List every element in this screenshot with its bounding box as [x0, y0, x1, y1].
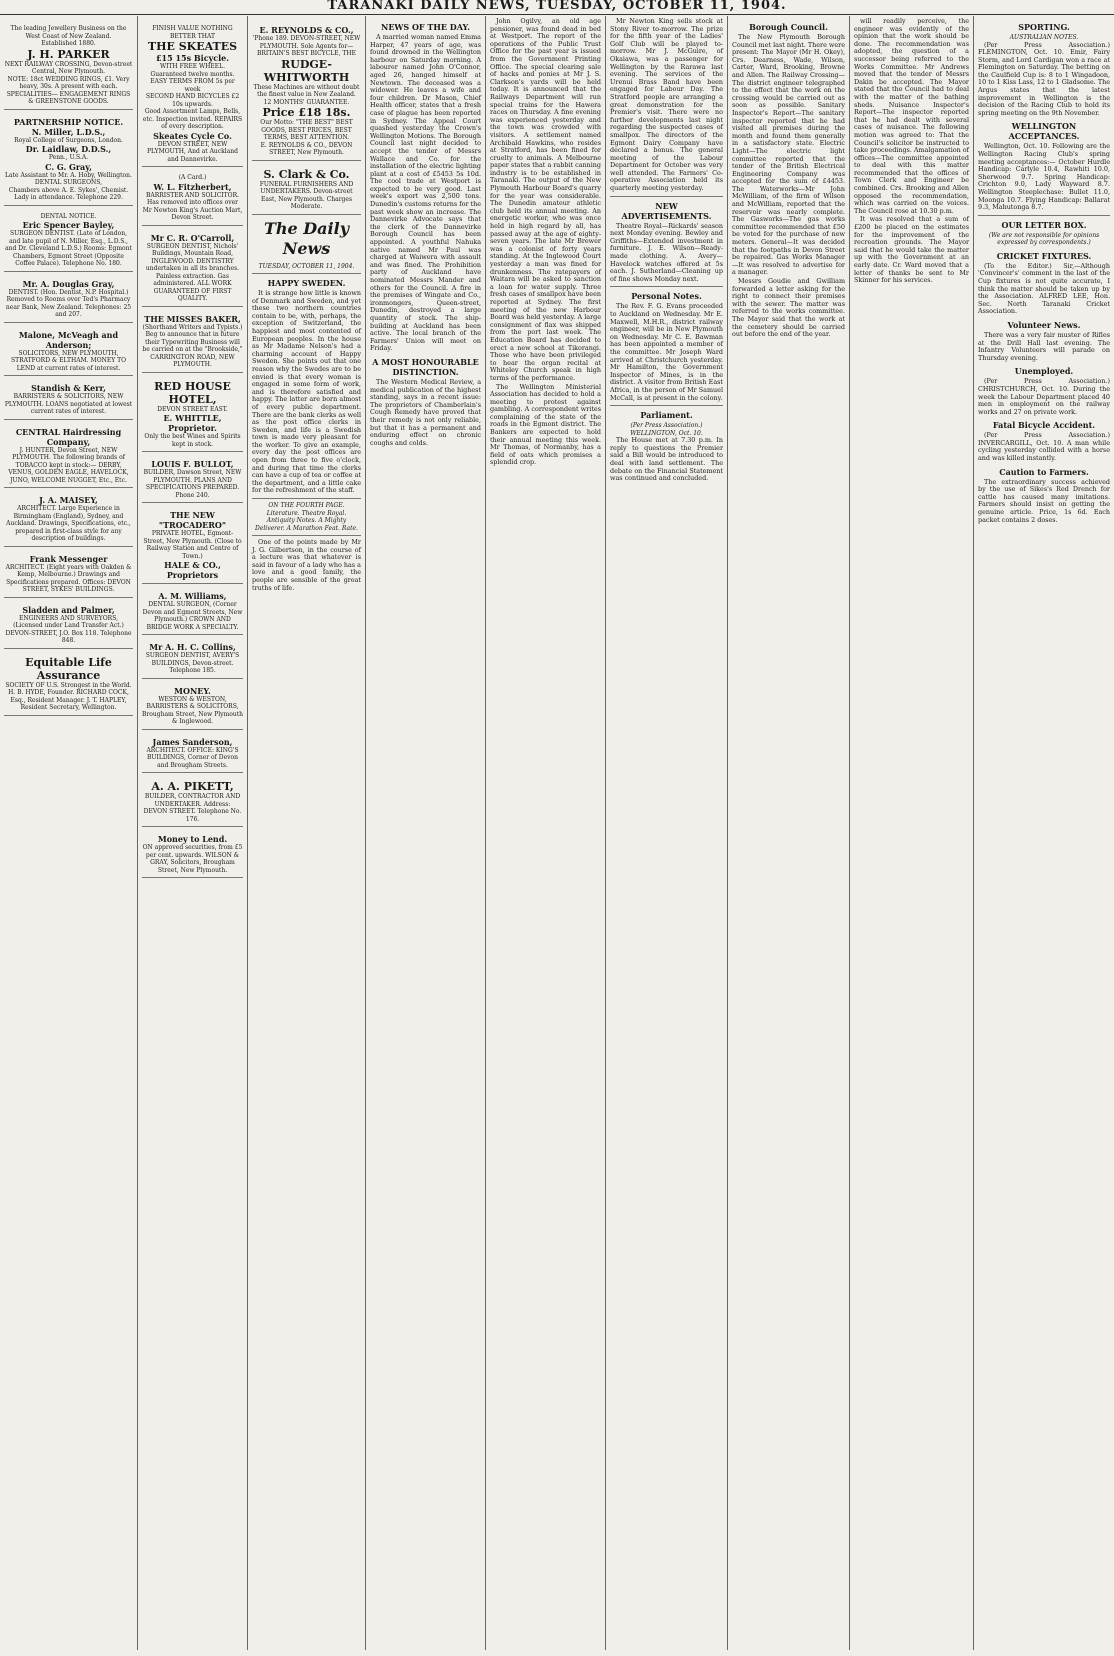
carroll-ad	[142, 230, 243, 307]
reynolds-name: E. REYNOLDS & CO.,	[259, 25, 354, 35]
parker-note: NOTE: 18ct WEDDING RINGS, £1. Very heavy, 30s. A present with each.	[7, 75, 130, 90]
hale-name: HALE & CO., Proprietors	[164, 560, 221, 580]
equitable-ad	[4, 653, 133, 716]
wellington-heading: WELLINGTON ACCEPTANCES.	[1008, 121, 1080, 142]
sladden-ad	[4, 602, 133, 649]
collins-sub: SURGEON DENTIST, AVERY'S BUILDINGS, Devon-street. Telephone 185.	[145, 652, 240, 674]
personal-text: The Rev. F. G. Evans proceeded to Auckland on Wednesday. Mr E. Maxwell, M.H.R., district railway engineer, will be in New Plymouth on Wednesday. Mr C. E. Bawman has been appointed a member of the committee. Mr Joseph Ward arrived at Christchurch yesterday. Mr Hamilton, the Government Inspector of Mines, is in the district. A visitor from British East Africa, in the person of Mr Samuel McCall, is at present in the colony.	[610, 302, 723, 402]
collins-name: Mr A. H. C. Collins,	[149, 642, 236, 652]
partnership-title: PARTNERSHIP NOTICE.	[13, 116, 124, 127]
miller-sub: Royal College of Surgeons, London.	[14, 136, 123, 144]
unemployed-heading: Unemployed.	[1014, 366, 1074, 377]
douglas-ad	[4, 276, 133, 323]
partnership-ad	[4, 114, 133, 206]
masthead: TARANAKI DAILY NEWS, TUESDAY, OCTOBER 11, 1904.	[0, 0, 1114, 15]
rudge-title: RUDGE-WHITWORTH	[263, 57, 350, 84]
fitz-sub: BARRISTER AND SOLICITOR. Has removed into offices over Mr Newton King's Auction Mart, Devon Street.	[142, 191, 243, 221]
messenger-sub: ARCHITECT. (Eight years with Oakden & Kemp, Melbourne.) Drawings and Specifications prepared. Offices: DEVON STREET, SYKES' BUILDINGS.	[5, 563, 132, 593]
clark-name: S. Clark & Co.	[263, 167, 350, 181]
redhouse-name: RED HOUSE HOTEL,	[154, 379, 231, 406]
standish-name: Standish & Kerr,	[31, 383, 106, 393]
bayley-ad	[4, 210, 133, 272]
column-9	[974, 16, 1114, 1650]
skeates-guarantee: Guaranteed twelve months.	[150, 70, 235, 78]
cricket-heading: CRICKET FIXTURES.	[996, 250, 1092, 261]
rudge-price: Price £18 18s.	[262, 106, 351, 119]
divider	[610, 405, 723, 406]
rudge-sub: These Machines are without doubt the finest value in New Zealand.	[253, 83, 360, 98]
pikett-sub: BUILDER, CONTRACTOR AND UNDERTAKER. Address: DEVON STREET. Telephone No. 176.	[143, 793, 242, 823]
clark-sub: FUNERAL FURNISHERS AND UNDERTAKERS. Devon-street East, New Plymouth. Charges Moderate.	[259, 180, 354, 210]
williams-ad	[142, 588, 243, 635]
central-ad	[4, 424, 133, 489]
new-adv-heading: NEW ADVERTISEMENTS.	[621, 200, 712, 221]
skeates-title: THE SKEATES	[147, 40, 238, 53]
whittle-sub: Only the best Wines and Spirits kept in stock.	[144, 433, 241, 448]
paper-logo: The Daily News	[264, 218, 349, 258]
personal-heading: Personal Notes.	[631, 291, 702, 302]
sladden-name: Sladden and Palmer,	[22, 604, 115, 615]
skeates-free: WITH FREE WHEEL.	[159, 63, 226, 70]
gray-sub: Late Assistant to Mr. A. Hoby, Wellington.	[5, 171, 132, 179]
sanderson-name: James Sanderson,	[152, 736, 233, 747]
parker-specialities: SPECIALITIES— ENGAGEMENT RINGS & GREENSTONE GOODS.	[6, 90, 131, 105]
acard: (A Card.)	[178, 174, 207, 181]
rudge-guarantee: 12 MONTHS' GUARANTEE.	[263, 98, 350, 106]
sladden-sub: ENGINEERS AND SURVEYORS, (Licensed under Land Transfer Act.) DEVON-STREET, J.O. Box 118. Telephone 848.	[5, 614, 132, 644]
volunteer-heading: Volunteer News.	[1007, 319, 1081, 330]
column-4	[366, 16, 486, 1650]
central-name: CENTRAL Hairdressing Company,	[15, 426, 122, 447]
baker-sub: (Shorthand Writers and Typists.) Beg to announce that in future their Typewriting Business will be carried on at the "Brookside," CARRINGTON ROAD, NEW PLYMOUTH.	[142, 323, 243, 368]
redhouse-sub: DEVON STREET EAST.	[157, 405, 228, 413]
leader-title: HAPPY SWEDEN.	[267, 278, 346, 288]
divider	[252, 535, 361, 536]
skeates-price: £15 15s Bicycle.	[155, 53, 229, 63]
fatal-text: (Per Press Association.) INVERCARGILL, Oct. 10. A man while cycling yesterday collided with a horse and was killed instantly.	[978, 431, 1110, 463]
honourable-heading: A MOST HONOURABLE DISTINCTION.	[372, 356, 479, 377]
carroll-sub: SURGEON DENTIST, Nichols' Buildings, Mountain Road, INGLEWOOD. DENTISTRY undertaken in all its branches. Painless extraction. Gas administered. ALL WORK GUARANTEED OF FIRST QUALITY.	[145, 242, 240, 302]
dental-notice: DENTAL NOTICE.	[40, 212, 97, 220]
malone-name: Malone, McVeagh and Anderson;	[18, 329, 119, 350]
column-2	[138, 16, 248, 1650]
sporting-heading: SPORTING.	[1018, 22, 1070, 32]
williams-sub: DENTAL SURGEON, (Corner Devon and Egmont Streets, New Plymouth.) CROWN AND BRIDGE WORK A SPECIALTY.	[142, 601, 243, 631]
borough-text-cont-2: It was resolved that a sum of £200 be placed on the estimates for the improvement of the recreation grounds. The Mayor said that he would take the matter up with the Government at an early date. Cr. Ward moved that a letter of thanks be sent to Mr Skinner for his services.	[854, 215, 969, 285]
caution-heading: Caution to Farmers.	[999, 466, 1089, 477]
skeates-finish: FINISH VALUE NOTHING BETTER THAT	[152, 25, 233, 40]
bayley-sub: SURGEON DENTIST. (Late of London, and late pupil of N. Miller, Esq., L.D.S., and Dr. Cleveland L.D.S.) Rooms: Egmont Chambers, Egmont Street (Opposite Coffee Palace). Telephone No. 180.	[5, 230, 132, 267]
parliament-text: The House met at 7.30 p.m. In reply to questions the Premier said a Bill would be introduced to deal with land settlement. The debate on the Financial Statement was continued and concluded.	[610, 436, 723, 483]
column-5	[486, 16, 606, 1650]
maisey-name: J. A. MAISEY,	[39, 495, 98, 505]
borough-text-cont: will readily perceive, the engineer was evidently of the opinion that the work should be done. The recommendation was adopted, the question of a successor being referred to the Works Committee. Mr Andrews moved that the tender of Messrs Dakin be accepted. The Mayor stated that the Council had to deal with the matter of the bathing sheds. Nuisance Inspector's Report—The inspector reported that he had dealt with several cases of nuisance. The following motion was agreed to: That the Council's solicitor be instructed to take proceedings. Amalgamation of offices—The committee appointed to deal with this matter recommended that the offices of Town Clerk and Engineer be combined. Crs. Brooking and Allen opposed the recommendation, which was carried on the voices. The Council rose at 10.30 p.m.	[854, 17, 970, 215]
standish-ad	[4, 380, 133, 420]
sanderson-sub: ARCHITECT. OFFICE: KING'S BUILDINGS, Corner of Devon and Brougham Streets.	[146, 746, 239, 769]
divider	[252, 498, 361, 499]
parker-ad	[4, 22, 133, 110]
fitz-name: W. L. Fitzherbert,	[153, 181, 232, 192]
column-8	[850, 16, 974, 1650]
skeates-second: SECOND HAND BICYCLES £2 10s upwards.	[145, 93, 240, 108]
news-text-cont-3: Mr Newton King sells stock at Stony River to-morrow. The prize for the fifth year of the Ladies' Golf Club will be played to-morrow. Mr J. McGuire, of Okaiawa, was a passenger for Wellington by the Rarawa last evening. The services of the Urenui Brass Band have been engaged for Labour Day. The Stratford people are arranging a great demonstration for the Premier's visit. There were no further developments last night regarding the suspected cases of smallpox. The directors of the Egmont Dairy Company have declared a bonus. The general meeting of the Labour Department for October was very well attended. The Farmers' Co-operative Association held its quarterly meeting yesterday.	[610, 17, 723, 193]
new-adv-text: Theatre Royal—Rickards' season next Monday evening. Bewley and Griffiths—Extended investment in furniture. J. E. Wilson—Ready-made clothing. A. Avery—Havelock watches offered at 5s each. J. Sutherland—Cleaning up of fine shows Monday next.	[610, 221, 723, 283]
skeates-accessories: Good Assortment Lamps, Bells, etc. Inspection invited. REPAIRS of every description.	[142, 108, 243, 130]
wellington-text: Wellington, Oct. 10. Following are the Wellington Racing Club's spring meeting acceptances:— October Hurdle Handicap: Carlyle 10.4, Rawhiti 10.0, Sherwood 9.7. Spring Handicap: Crichton 9.0, Lady Wayward 8.7. Wellington Steeplechase: Bullet 11.0, Moonga 10.7. Flying Handicap: Ballarat 9.3, Mahutonga 8.7.	[978, 142, 1110, 212]
williams-name: A. M. Williams,	[158, 591, 227, 601]
maisey-sub: ARCHITECT. Large Experience in Birmingham (England), Sydney, and Auckland. Drawings, Specifications, etc., prepared in first-class style for any description of buildings.	[6, 505, 131, 542]
money-title: MONEY.	[174, 685, 211, 696]
redhouse-ad	[142, 377, 243, 453]
sporting-text: (Per Press Association.) FLEMINGTON, Oct. 10. Emir, Fairy Storm, and Lord Cardigan won a race at Flemington on Saturday. The betting on the Caulfield Cup is: 8 to 1 Wingadoon, 10 to 1 Kiss Lass, 12 to 1 Gladsome. The Argus states that the latest improvement in Wellington is the decision of the Racing Club to hold its spring meeting on the 9th November.	[978, 40, 1110, 117]
column-1	[0, 16, 138, 1650]
douglas-sub: DENTIST. (Hon. Dentist, N.P. Hospital.) Removed to Rooms over Ted's Pharmacy near Bank, New Zealand. Telephones: 25 and 207.	[5, 288, 132, 318]
collins-ad	[142, 639, 243, 679]
letterbox-heading: OUR LETTER BOX.	[1001, 219, 1087, 230]
parliament-heading: Parliament.	[640, 410, 693, 421]
column-6	[606, 16, 728, 1650]
moneylend-sub: ON approved securities, from £5 per cent. upwards. WILSON & GRAY, Solicitors, Brougham Street, New Plymouth.	[142, 844, 243, 874]
fitzherbert-ad	[142, 171, 243, 226]
sporting-sub: AUSTRALIAN NOTES.	[1009, 34, 1079, 41]
unemployed-text: (Per Press Association.) CHRISTCHURCH, Oct. 10. During the week the Labour Department placed 40 men in employment on the railway works and 27 on private work.	[978, 377, 1110, 416]
maisey-ad	[4, 492, 133, 547]
divider	[610, 286, 723, 287]
bullot-name: LOUIS F. BULLOT,	[151, 459, 234, 469]
column-7	[728, 16, 850, 1650]
reynolds-sub: 'Phone 189. DEVON-STREET, NEW PLYMOUTH. Sole Agents for— BRITAIN'S BEST BICYCLE, THE	[252, 35, 361, 57]
laidlaw-sub: Penn., U.S.A.	[48, 154, 89, 161]
standish-sub: BARRISTERS & SOLICITORS, NEW PLYMOUTH. LOANS negotiated at lowest current rates of interest.	[4, 393, 133, 415]
whittle-name: E. WHITTLE, Proprietor.	[163, 413, 222, 433]
parker-established: Established 1880.	[41, 40, 96, 47]
divider	[978, 215, 1110, 216]
reynolds-motto: Our Motto: "THE BEST" BEST GOODS, BEST PRICES, BEST TERMS, BEST ATTENTION.	[260, 119, 353, 141]
moneylend-ad	[142, 831, 243, 878]
money-ad	[142, 683, 243, 730]
equitable-sub: SOCIETY OF U.S. Strongest in the World. H. B. HYDE, Founder. RICHARD COCK, Esq., Resident Manager. J. T. HAPLEY, Resident Secretary, Wellington.	[5, 681, 132, 711]
malone-sub: SOLICITORS, NEW PLYMOUTH, STRATFORD & ELTHAM. MONEY TO LEND at current rates of interest.	[10, 349, 127, 372]
dental-title: DENTAL SURGEONS,	[34, 179, 103, 186]
letterbox-sub: (We are not responsible for opinions expressed by correspondents.)	[988, 231, 1100, 247]
bullot-sub: BUILDER, Dawson Street, NEW PLYMOUTH. PLANS AND SPECIFICATIONS PREPARED. Phone 240.	[143, 469, 242, 499]
carroll-name: Mr C. R. O'Carroll,	[150, 232, 235, 243]
honourable-text: The Western Medical Review, a medical publication of the highest standing, says in a recent issue: The proprietors of Chamberlain's Cough Remedy have proved that their remedy is not only reliable, but that it has a permanent and enduring effect on chronic coughs and colds.	[370, 377, 481, 447]
pikett-name: A. A. PIKETT,	[151, 780, 234, 793]
messenger-ad	[4, 551, 133, 598]
moneylend-title: Money to Lend.	[157, 834, 228, 844]
parker-intro: The leading Jewellery Business on the West Coast of New Zealand.	[10, 25, 127, 40]
malone-ad	[4, 327, 133, 377]
trocadero-sub: PRIVATE HOTEL, Egmont-Street, New Plymouth. (Close to Railway Station and Centre of Town.)	[143, 530, 242, 560]
trocadero-name: THE NEW "TROCADERO"	[158, 510, 227, 530]
borough-text-2: Messrs Goudie and Gwilliam forwarded a letter asking for the right to connect their premises with the sewer. The matter was referred to the works committee. The Mayor said that the work at the cemetery should be carried out before the end of the year.	[732, 277, 845, 339]
fourth-page: ON THE FOURTH PAGE. Literature. Theatre Royal. Antiquity Notes. A Mighty Deliverer. A Marathon Feat. Rate.	[255, 502, 358, 532]
clark-ad	[252, 165, 361, 215]
gray-name: C. G. Gray,	[45, 161, 92, 172]
borough-text: The New Plymouth Borough Council met last night. There were present: The Mayor (Mr H. Okey), Crs. Dearness, Wade, Wilson, Carter, Ward, Brooking, Browne and Allen. The Railway Crossing—The district engineer telegraphed to the effect that the work on the crossing would be carried out as soon as possible. Sanitary Inspector's Report—The sanitary inspector reported that he had visited all premises during the month and found them generally in a satisfactory state. Electric Light—The electric light committee reported that the tender of the British Electrical Engineering Company was accepted for the sum of £4453. The Waterworks—Mr John McWilliam, of the firm of Wilson and McWilliam, reported that the reservoir was nearly complete. The Gasworks—The gas works committee recommended that £50 be voted for the purchase of new meters. General—It was decided that the footpaths in Devon Street be repaired. Gas Works Manager—It was resolved to advertise for a manager.	[732, 33, 845, 277]
parliament-sub: (Per Press Association.) WELLINGTON, Oct. 10.	[630, 422, 703, 437]
parker-name: J. H. PARKER	[27, 47, 110, 61]
news-text-cont-2: The Wellington Ministerial Association has decided to hold a meeting to protest against gambling. A correspondent writes complaining of the state of the roads in the Egmont district. The Bankers are expected to hold their annual meeting this week. Mr Thomas, of Normanby, has a field of oats which promises a splendid crop.	[490, 382, 601, 467]
baker-name: THE MISSES BAKER,	[144, 313, 241, 324]
trocadero-ad	[142, 507, 243, 584]
douglas-name: Mr. A. Douglas Gray,	[22, 278, 115, 289]
parker-address: NEXT RAILWAY CROSSING, Devon-street Central, New Plymouth.	[4, 60, 133, 75]
divider	[610, 196, 723, 197]
skeates-terms: EASY TERMS FROM 5s per week	[150, 78, 235, 93]
bullot-ad	[142, 456, 243, 503]
skeates-cycleco-sub: DEVON STREET, NEW PLYMOUTH, And at Auckland and Dannevirke.	[146, 140, 238, 163]
column-3	[248, 16, 366, 1650]
dental-sub: Chambers above A. E. Sykes', Chemist. Lady in attendance. Telephone 229.	[8, 186, 129, 201]
skeates-ad	[142, 22, 243, 167]
laidlaw-name: Dr. Laidlaw, D.D.S.,	[25, 144, 112, 154]
reynolds-ad	[252, 22, 361, 161]
sanderson-ad	[142, 734, 243, 774]
pikett-ad	[142, 777, 243, 827]
borough-heading: Borough Council.	[749, 22, 828, 32]
baker-ad	[142, 311, 243, 373]
news-text-cont: John Ogilvy, an old age pensioner, was found dead in bed at Westport. The report of the operations of the Public Trust Office for the past year is issued from the Government Printing Office. The special clearing sale of hacks and ponies at Mr J. S. Clarkson's yards will be held today. It is announced that the Railways Department will run special trains for the Hawera races on Thursday. A fine evening was experienced yesterday and the town was crowded with visitors. A settlement named Archibald Hawkins, who resides at Stratford, has been fined for cruelty to animals. A Melbourne paper states that a rabbit canning industry is to be established in Taranaki. The output of the New Plymouth Harbour Board's quarry for the year was considerable. The Dunedin amateur athletic club held its annual meeting. An energetic worker, who was once held in high regard by all, has passed away at the age of eighty-seven years. The late Mr Brewer was a colonist of forty years standing. At the Inglewood Court yesterday a man was fined for drunkenness. The ratepayers of Waitara will be asked to sanction a loan for water supply. Three fresh cases of smallpox have been reported at Sydney. The first meeting of the new Harbour Board was held yesterday. A large consignment of flax was shipped from the port last week. The Education Board has decided to erect a new school at Tikorangi. Those who have been privileged to hear the organ recital at Whiteley Church speak in high terms of the performance.	[490, 17, 601, 382]
dateline: TUESDAY, OCTOBER 11, 1904.	[258, 262, 355, 270]
messenger-name: Frank Messenger	[29, 553, 108, 564]
bayley-name: Eric Spencer Bayley,	[22, 220, 115, 230]
news-heading: NEWS OF THE DAY.	[381, 22, 470, 32]
volunteer-text: There was a very fair muster of Rifles at the Drill Hall last evening. The Infantry Volunteers will parade on Thursday evening.	[978, 330, 1110, 362]
leader-text: It is strange how little is known of Denmark and Sweden, and yet these two northern countries contain to be, with, perhaps, the exception of Switzerland, the happiest and most contented of European peoples. In the house as Mr Madame Nelson's had a charming account of Happy Sweden. She points out that one reason why the Swedes are to be envied is that every woman is engaged in some form of work, and is therefore satisfied and happy. The latter are born almost of every public department. There are the bank clerks as well as the post office clerks in Sweden, and life is a Swedish town is made very pleasant for the worker. To give an example, every day the post offices are open from three to five o'clock, and during that time the clerks can have a cup of tea or coffee at the department, and a little cake for the refreshment of the staff.	[252, 289, 361, 495]
equitable-name: Equitable Life Assurance	[25, 655, 112, 682]
leader-text-2: One of the points made by Mr J. G. Gilbertson, in the course of a lecture was that whatever is said in favour of a lady who has a love and a good family, the people are sensible of the great truths of life.	[252, 538, 361, 592]
caution-text: The extraordinary success achieved by the use of Sikes's Red Drench for cattle has caused many imitations. Farmers should insist on getting the genuine article. Price, 1s 6d. Each packet contains 2 doses.	[978, 477, 1110, 524]
weston-text: WESTON & WESTON, BARRISTERS & SOLICITORS, Brougham Street, New Plymouth & Inglewood.	[142, 695, 243, 725]
fatal-heading: Fatal Bicycle Accident.	[992, 420, 1096, 431]
skeates-cycleco: Skeates Cycle Co.	[153, 130, 232, 141]
divider	[252, 273, 361, 274]
reynolds-footer: E. REYNOLDS & CO., DEVON STREET, New Plymouth.	[260, 141, 353, 156]
central-sub: J. HUNTER, Devon Street, NEW PLYMOUTH. The following brands of TOBACCO kept in stock:— DERBY, VENUS, GOLDEN EAGLE, HAVELOCK, JUNO, WELCOME NUGGET, Etc., Etc.	[8, 446, 129, 484]
cricket-text: (To the Editor.) Sir,—Although 'Convincer's' comment in the last of the Cup fixtures is not quite accurate, I think the matter should be taken up by the Association. ALFRED LEE, Hon. Sec. North Taranaki Cricket Association.	[978, 261, 1110, 316]
news-text: A married woman named Emma Harper, 47 years of age, was found drowned in the Wellington harbour on Saturday morning. A labourer named John O'Connor, aged 26, hanged himself at Newtown. The deceased was a widower. He leaves a wife and four children. Dr Mason, Chief Health officer, states that a fresh case of plague has been reported in Sydney. The Appeal Court quashed yesterday the Crown's Wellington Motions. The Borough Council last night decided to accept the tender of Messrs Wallace and Co. for the installation of the electric lighting plant at a cost of £5453 5s 10d. The cool trade at Westport is expected to be very good. Last week's export was 2,500 tons. Dunedin's customs returns for the past week show an increase. The Dannevirke Advocate says that the clerk of the Dannevirke Borough Council has been appointed. A youthful Nahuka native named Mr Paul was charged at Waiwera with assault and was fined. The Prohibition party of Auckland have nominated Messrs Mander and others for the Council. A fire in the premises of Wingate and Co., ironmongers, Queen-street, Dunedin, destroyed a large quantity of stock. The ship-building at Auckland has been active. The local branch of the Farmers' Union will meet on Friday.	[370, 33, 481, 353]
miller-name: N. Miller, L.D.S.,	[31, 126, 106, 137]
